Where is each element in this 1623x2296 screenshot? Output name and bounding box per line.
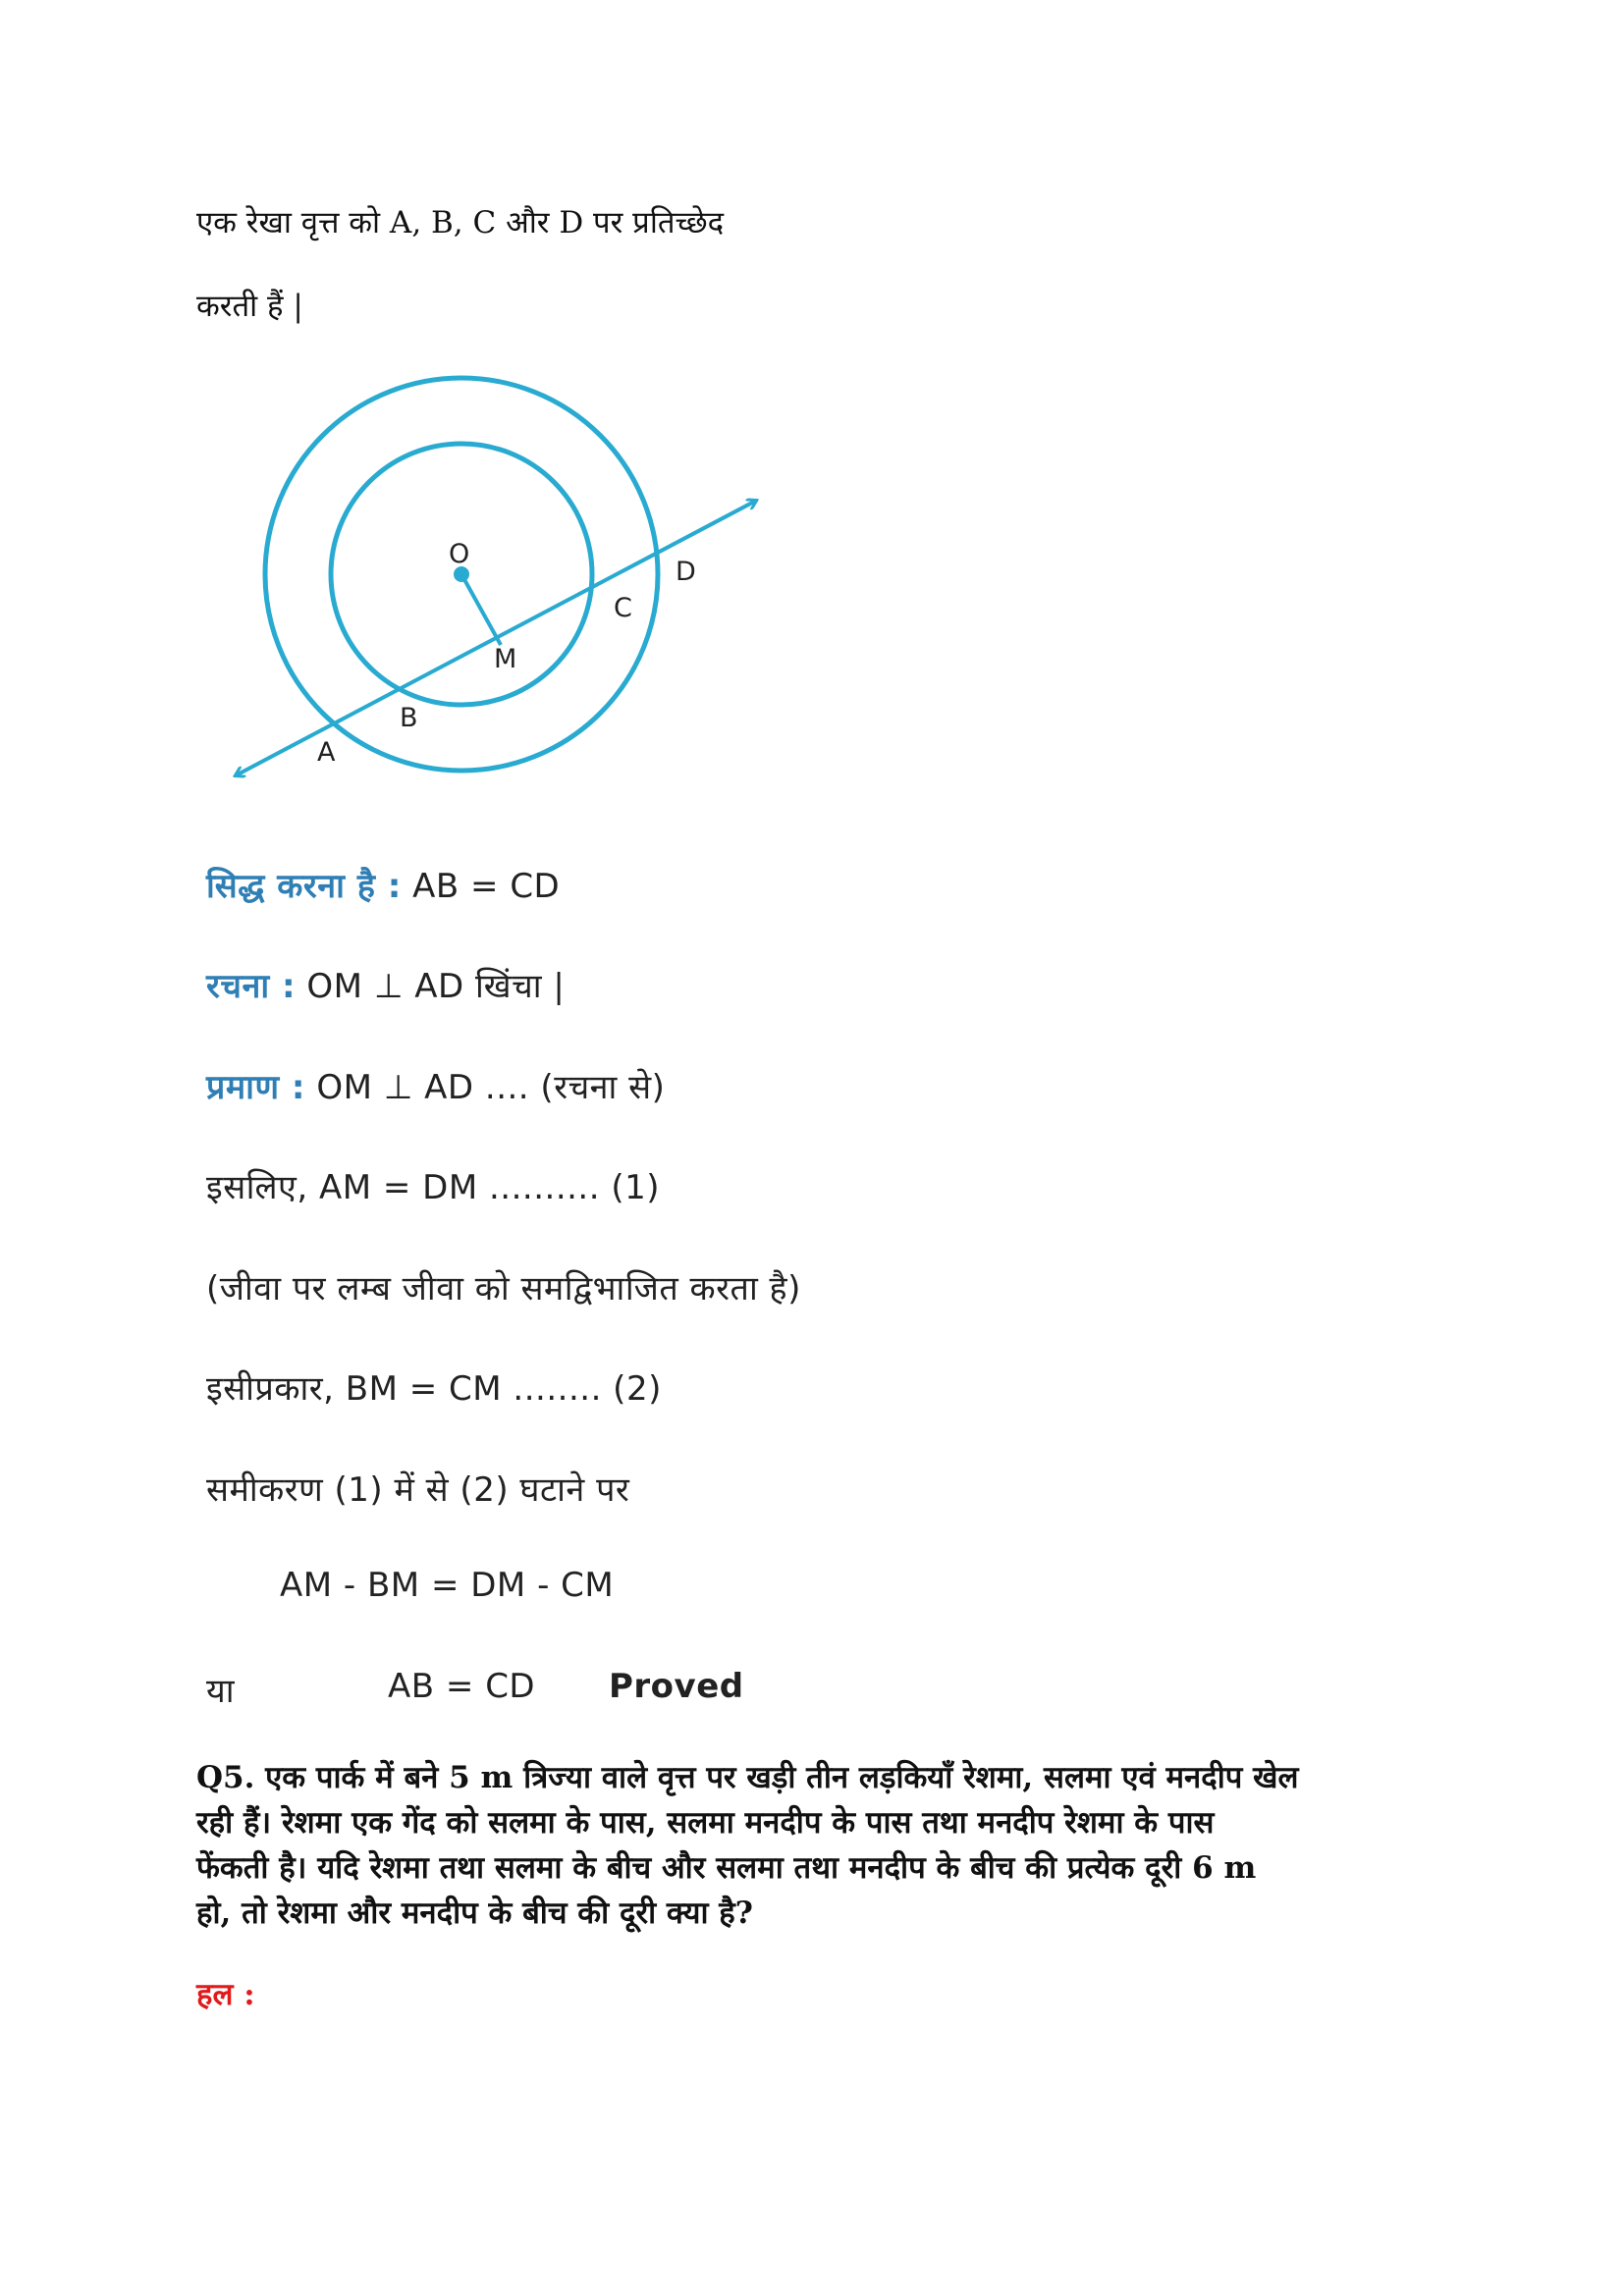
proof-step-1: इसलिए, AM = DM .......... (1) bbox=[206, 1168, 661, 1207]
proof-step-2: इसीप्रकार, BM = CM ........ (2) bbox=[206, 1369, 662, 1409]
solution-label: हल : bbox=[196, 1977, 255, 2012]
proved-label: Proved bbox=[609, 1667, 744, 1706]
q5-line-1: Q5. एक पार्क में बने 5 m त्रिज्या वाले वृत्त पर खड़ी तीन लड़कियाँ रेशमा, सलमा एवं मनदीप खेल bbox=[196, 1760, 1299, 1795]
to-prove-value: AB = CD bbox=[412, 867, 561, 906]
circle-diagram bbox=[221, 358, 781, 810]
proof-value: OM ⊥ AD .... (रचना से) bbox=[316, 1068, 666, 1107]
construction-value: OM ⊥ AD खिंचा | bbox=[306, 967, 566, 1006]
proof-step-3: समीकरण (1) में से (2) घटाने पर bbox=[206, 1470, 630, 1510]
label-a: A bbox=[317, 737, 336, 768]
q5-line-4: हो, तो रेशमा और मनदीप के बीच की दूरी क्या है? bbox=[196, 1896, 753, 1931]
intro-line-2: करती हैं | bbox=[196, 289, 303, 324]
q5-line-2: रही हैं। रेशमा एक गेंद को सलमा के पास, सलमा मनदीप के पास तथा मनदीप रेशमा के पास bbox=[196, 1805, 1215, 1841]
proof-step-5-value: AB = CD bbox=[388, 1667, 536, 1706]
proof-step-4: AM - BM = DM - CM bbox=[280, 1566, 615, 1605]
proof-step-1-reason: (जीवा पर लम्ब जीवा को समद्विभाजित करता है) bbox=[206, 1269, 801, 1308]
q5-line-3: फेंकती है। यदि रेशमा तथा सलमा के बीच और सलमा तथा मनदीप के बीच की प्रत्येक दूरी 6 m bbox=[196, 1850, 1257, 1886]
label-b: B bbox=[400, 703, 418, 733]
proof-row bbox=[206, 1063, 665, 1108]
label-m: M bbox=[494, 644, 517, 674]
intro-line-1: एक रेखा वृत्त को A, B, C और D पर प्रतिच्छेद bbox=[196, 205, 725, 240]
to-prove-label: सिद्ध करना है : bbox=[206, 867, 402, 906]
perpendicular-om bbox=[461, 574, 501, 645]
label-o: O bbox=[449, 539, 470, 569]
construction-label: रचना : bbox=[206, 967, 297, 1006]
proof-step-5-prefix: या bbox=[206, 1672, 236, 1711]
to-prove-row bbox=[206, 862, 560, 907]
label-d: D bbox=[676, 557, 696, 587]
label-c: C bbox=[614, 593, 632, 623]
proof-label: प्रमाण : bbox=[206, 1068, 305, 1107]
construction-row bbox=[206, 962, 565, 1007]
